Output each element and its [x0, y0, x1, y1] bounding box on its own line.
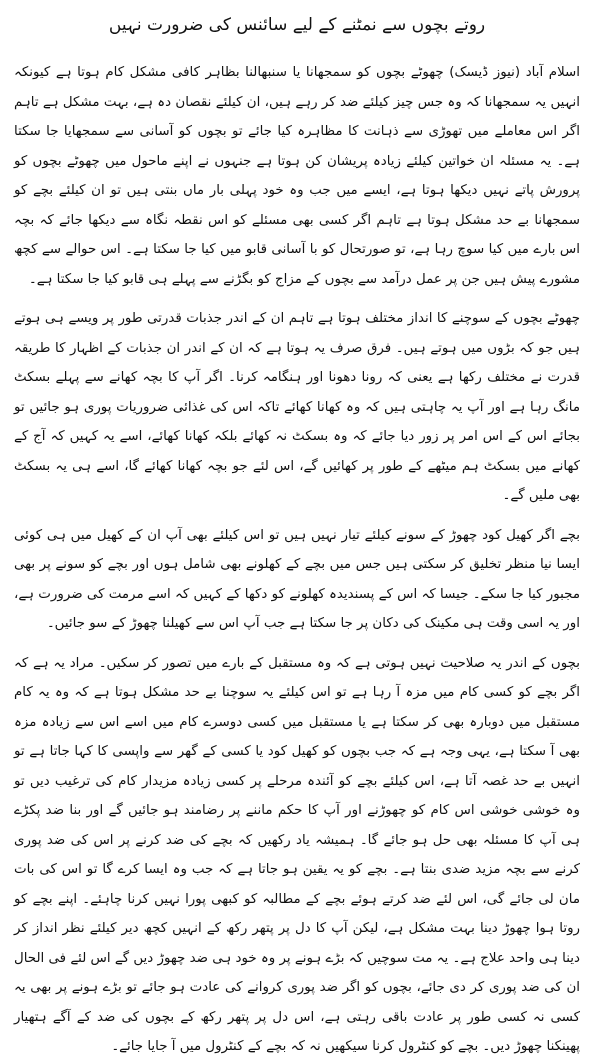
article-paragraph: اسلام آباد (نیوز ڈیسک) چھوٹے بچوں کو سمجھانا یا سنبھالنا بظاہر کافی مشکل کام ہوتا ہے کیونکہ انہیں یہ سمجھانا کہ وہ جس چیز کیلئے ضد کر رہے ہیں، ان کیلئے نقصان دہ ہے، بہت مشکل ہے تاہم اگر اس معاملے میں تھوڑی سے ذہانت کا مظاہرہ کیا جائے تو بچوں کو آسانی سے سمجھایا جا سکتا ہے۔ یہ مسئلہ ان خواتین کیلئے زیادہ پریشان کن ہوتا ہے جنہوں نے اپنے ماحول میں چھوٹے بچوں کو پرورش پاتے نہیں دیکھا ہوتا ہے، ایسے میں جب وہ خود پہلی بار ماں بنتی ہیں تو ان کیلئے بچے کو سمجھانا بے حد مشکل ہوتا ہے تاہم اگر کسی بھی مسئلے کو اس نقطہ نگاہ سے دیکھا جائے کہ بچہ اس بارے میں کیا سوچ رہا ہے، تو صورتحال کو با آسانی قابو میں کیا جا سکتا ہے۔ اس حوالے سے کچھ مشورے پیش ہیں جن پر عمل درآمد سے بچوں کے مزاج کو بگڑنے سے پہلے ہی قابو کیا جا سکتا ہے۔: [14, 65, 580, 287]
article-paragraph: بچے اگر کھیل کود چھوڑ کے سونے کیلئے تیار نہیں ہیں تو اس کیلئے بھی آپ ان کے کھیل میں ہی کوئی ایسا نیا منظر تخلیق کر سکتی ہیں جس میں بچے کے کھلونے بھی شامل ہوں اور بچے کو سونے پر بھی مجبور کیا جا سکے۔ جیسا کہ اس کے پسندیدہ کھلونے کو دکھا کے کہیں کہ اسے مرمت کی ضرورت ہے، اور یہ اسی وقت ہی مکینک کی دکان پر جا سکتا ہے جب آپ اس سے کھیلنا چھوڑ کے سو جائیں۔: [14, 527, 580, 631]
article-title: روتے بچوں سے نمٹنے کے لیے سائنس کی ضرورت نہیں: [108, 15, 486, 35]
article-paragraph: بچوں کے اندر یہ صلاحیت نہیں ہوتی ہے کہ وہ مستقبل کے بارے میں تصور کر سکیں۔ مراد یہ ہے کہ اگر بچے کو کسی کام میں مزہ آ رہا ہے تو اس کیلئے یہ سوچنا بے حد مشکل ہوتا ہے کہ وہ یہ کام مستقبل میں دوبارہ بھی کر سکتا ہے یا مستقبل میں کسی دوسرے کام میں اسے اس سے زیادہ مزہ بھی آ سکتا ہے، یہی وجہ ہے کہ جب بچوں کو کھیل کود یا کسی کے گھر سے واپسی کا کہا جاتا ہے تو انہیں بے حد غصہ آتا ہے، اس کیلئے بچے کو آئندہ مرحلے پر کسی زیادہ مزیدار کام کی ترغیب دیں تو وہ خوشی خوشی اس کام کو چھوڑنے اور آپ کا حکم ماننے پر رضامند ہو جائیں گے اور بنا ضد پکڑے ہی آپ کا مسئلہ بھی حل ہو جائے گا۔ ہمیشہ یاد رکھیں کہ بچے کی ضد کرنے پر اس کی ضد پوری کرنے سے بچہ مزید ضدی بنتا ہے۔ بچے کو یہ یقین ہو جاتا ہے کہ جب وہ ایسا کرے گا تو اس کی بات مان لی جائے گی، اس لئے ضد کرتے ہوئے بچے کے مطالبہ کو کبھی پورا نہیں کرنا چاہئے۔ اپنے بچے کو روتا ہوا چھوڑ دینا بہت مشکل ہے، لیکن آپ کا دل پر پتھر رکھ کے انہیں کچھ دیر کیلئے نظر انداز کر دینا ہی واحد علاج ہے۔ یہ مت سوچیں کہ بڑے ہونے پر وہ خود ہی ضد چھوڑ دیں گے اس لئے فی الحال ان کی ضد پوری کر دی جائے، بچوں کو اگر ضد پوری کروانے کی عادت ہو جائے تو بڑے ہونے پر بھی یہ کسی نہ کسی طور پر عادت باقی رہتی ہے، اس دل پر پتھر رکھ کے بچوں کی ضد کے آگے ہتھیار پھینکنا چھوڑ دیں۔ بچے کو کنٹرول کرنا سیکھیں نہ کہ بچے کے کنٹرول میں آ جایا جائے۔: [14, 655, 580, 1054]
article-paragraph: چھوٹے بچوں کے سوچنے کا انداز مختلف ہوتا ہے تاہم ان کے اندر جذبات قدرتی طور پر ویسے ہی ہوتے ہیں جو کہ بڑوں میں ہوتے ہیں۔ فرق صرف یہ ہوتا ہے کہ ان کے اندر ان جذبات کے اظہار کا طریقہ قدرت نے مختلف رکھا ہے یعنی کہ رونا دھونا اور ہنگامہ کرنا۔ اگر آپ کا بچہ کھانے سے پہلے بسکٹ مانگ رہا ہے اور آپ یہ چاہتی ہیں کہ وہ کھانا کھائے تاکہ اس کی غذائی ضروریات پوری ہو جائیں تو بجائے اس کے اس امر پر زور دیا جائے کہ وہ بسکٹ نہ کھائے بلکہ کھانا کھائے، اسے یہ کہیں کہ آج کے کھانے میں بسکٹ ہم میٹھے کے طور پر کھائیں گے، اس لئے جو بچہ کھانا کھائے گا، اسے ہی یہ بسکٹ بھی ملیں گے۔: [14, 311, 580, 503]
